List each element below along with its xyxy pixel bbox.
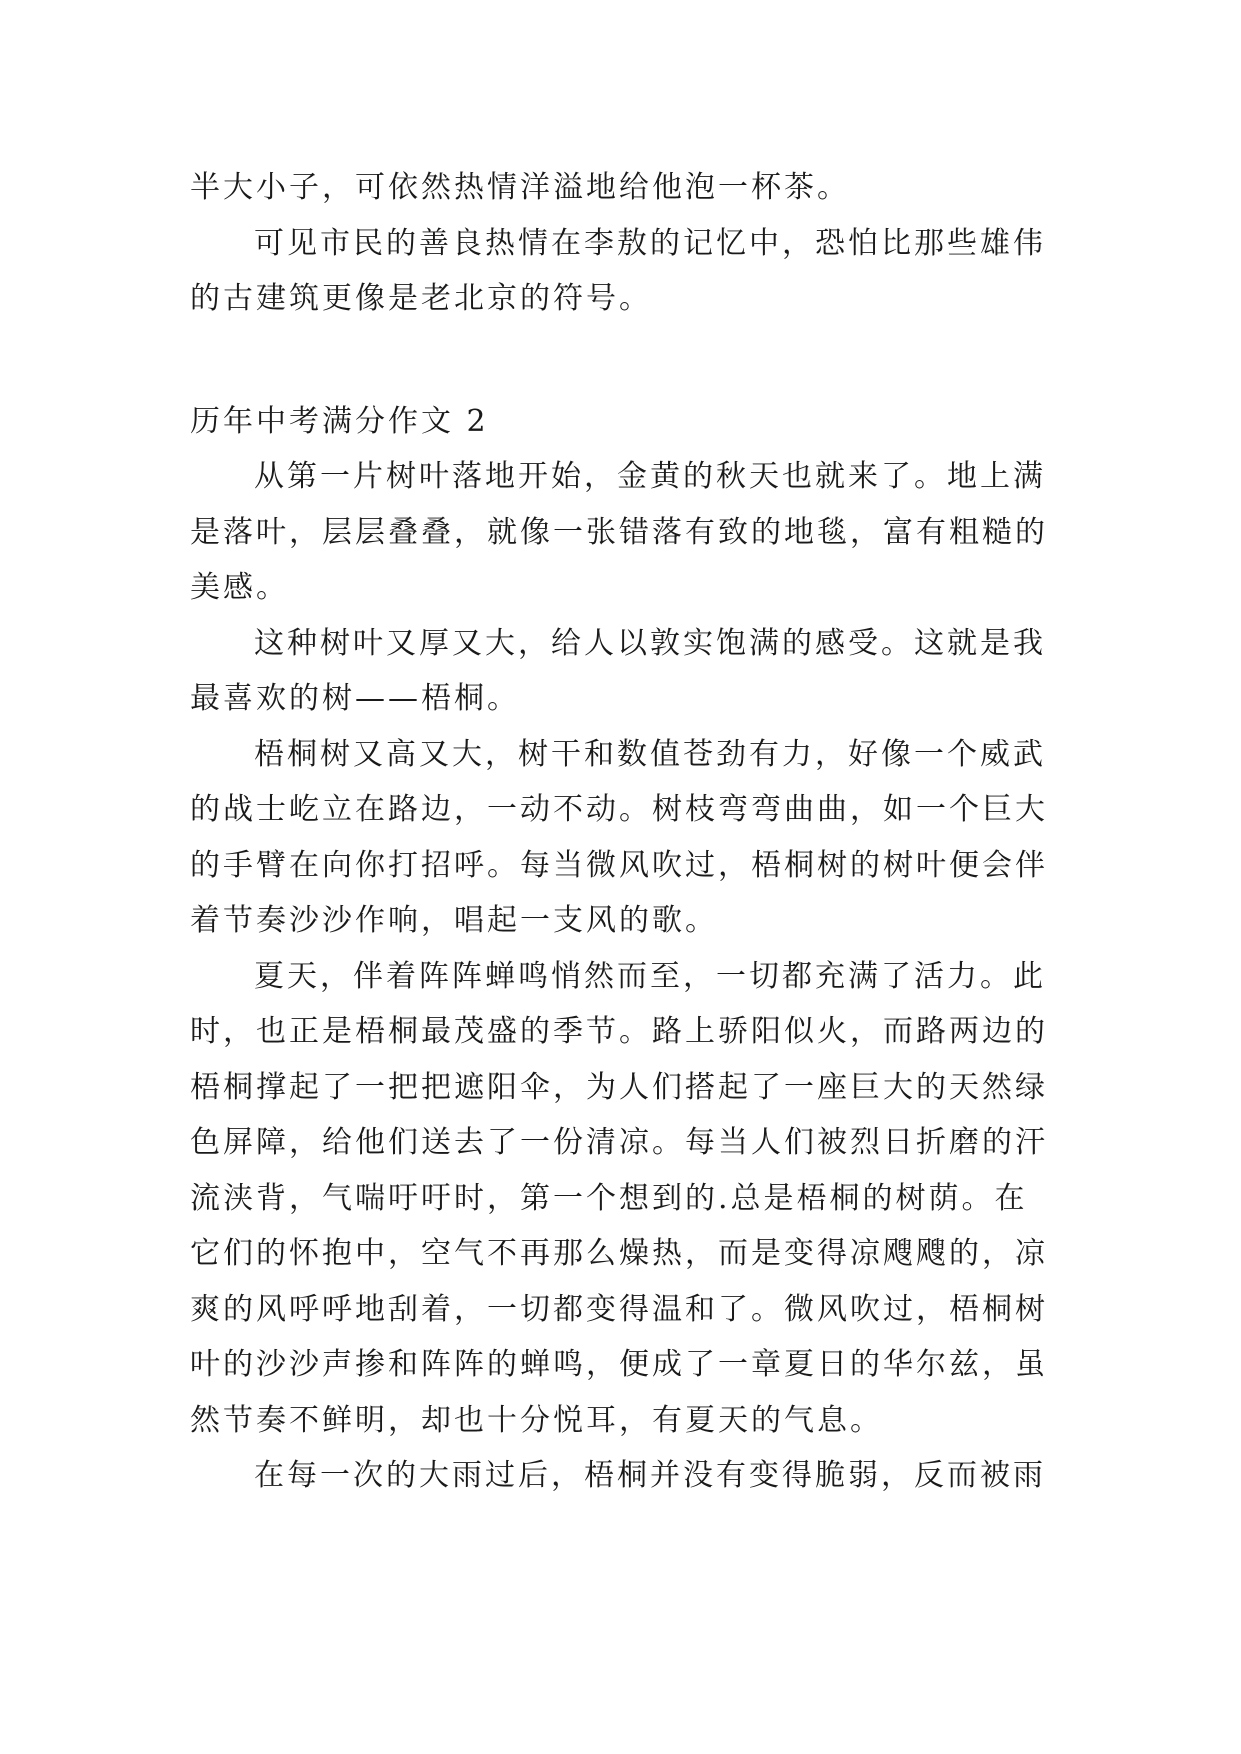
paragraph [190, 216, 1062, 327]
text-line: 着节奏沙沙作响，唱起一支风的歌。 [190, 903, 718, 938]
paragraph [190, 949, 1062, 1449]
text-line: 梧桐撑起了一把把遮阳伞，为人们搭起了一座巨大的天然绿 [190, 1069, 1048, 1105]
paragraph [190, 449, 1062, 616]
section-gap [190, 327, 1062, 394]
text-line: 这种树叶又厚又大，给人以敦实饱满的感受。这就是我 [254, 625, 1046, 661]
text-line: 时，也正是梧桐最茂盛的季节。路上骄阳似火，而路两边的 [190, 1014, 1048, 1049]
text-line: 最喜欢的树——梧桐。 [190, 681, 520, 716]
text-line: 半大小子，可依然热情洋溢地给他泡一杯茶。 [190, 170, 850, 205]
paragraph [190, 727, 1062, 949]
text-line: 它们的怀抱中，空气不再那么燥热，而是变得凉飕飕的，凉 [190, 1236, 1048, 1271]
text-line: 的手臂在向你打招呼。每当微风吹过，梧桐树的树叶便会伴 [190, 847, 1048, 883]
text-line: 流浃背，气喘吁吁时，第一个想到的.总是梧桐的树荫。在 [190, 1180, 1028, 1216]
text-line: 是落叶，层层叠叠，就像一张错落有致的地毯，富有粗糙的 [190, 514, 1048, 550]
text-line: 的战士屹立在路边，一动不动。树枝弯弯曲曲，如一个巨大 [190, 792, 1048, 827]
text-line: 美感。 [190, 570, 289, 605]
section-title: 历年中考满分作文 2 [190, 403, 489, 439]
text-line: 叶的沙沙声掺和阵阵的蝉鸣，便成了一章夏日的华尔兹，虽 [190, 1347, 1048, 1382]
text-line: 梧桐树又高又大，树干和数值苍劲有力，好像一个威武 [254, 736, 1046, 772]
paragraph [190, 1448, 1062, 1504]
text-line: 在每一次的大雨过后，梧桐并没有变得脆弱，反而被雨 [254, 1458, 1046, 1493]
text-line: 色屏障，给他们送去了一份清凉。每当人们被烈日折磨的汗 [190, 1125, 1048, 1160]
text-line: 的古建筑更像是老北京的符号。 [190, 281, 652, 316]
text-line: 爽的风呼呼地刮着，一切都变得温和了。微风吹过，梧桐树 [190, 1291, 1048, 1327]
paragraph [190, 616, 1062, 727]
document-body [190, 160, 1062, 1504]
text-line: 可见市民的善良热情在李敖的记忆中，恐怕比那些雄伟 [254, 225, 1046, 261]
text-line: 然节奏不鲜明，却也十分悦耳，有夏天的气息。 [190, 1402, 883, 1438]
paragraph [190, 160, 1062, 216]
text-line: 从第一片树叶落地开始，金黄的秋天也就来了。地上满 [254, 459, 1046, 494]
text-line: 夏天，伴着阵阵蝉鸣悄然而至，一切都充满了活力。此 [254, 958, 1046, 994]
